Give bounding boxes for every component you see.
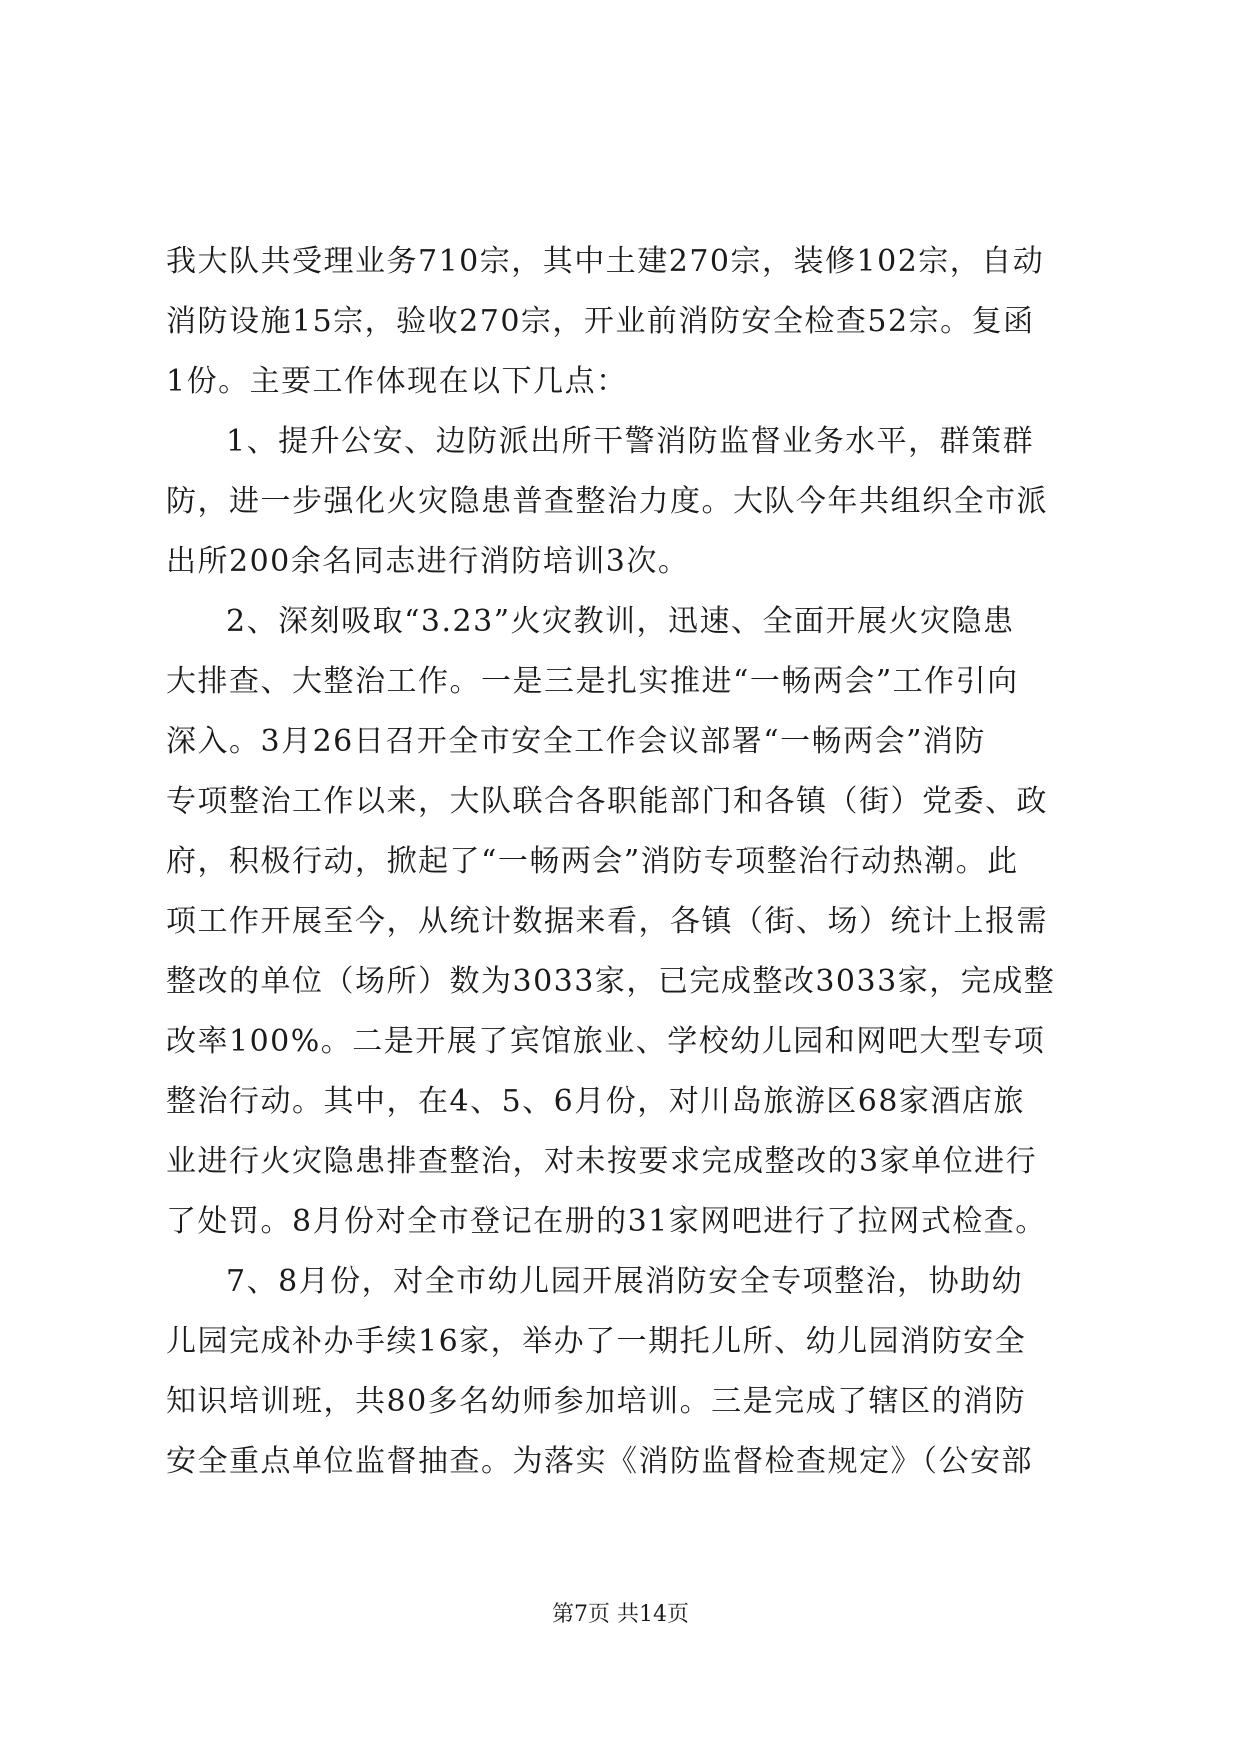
text-line: 儿园完成补办手续16家，举办了一期托儿所、幼儿园消防安全	[166, 1324, 1027, 1359]
text-line: 1、提升公安、边防派出所干警消防监督业务水平，群策群	[226, 424, 1035, 459]
text-line: 我大队共受理业务710宗，其中土建270宗，装修102宗，自动	[166, 244, 1045, 279]
text-line: 府，积极行动，掀起了“一畅两会”消防专项整治行动热潮。此	[166, 844, 1019, 879]
text-line: 消防设施15宗，验收270宗，开业前消防安全检查52宗。复函	[166, 304, 1035, 339]
text-line: 7、8月份，对全市幼儿园开展消防安全专项整治，协助幼	[226, 1264, 1024, 1299]
text-line: 专项整治工作以来，大队联合各职能部门和各镇（街）党委、政	[166, 784, 1048, 819]
text-line: 改率100%。二是开展了宾馆旅业、学校幼儿园和网吧大型专项	[166, 1024, 1046, 1059]
text-line: 整治行动。其中，在4、5、6月份，对川岛旅游区68家酒店旅	[166, 1084, 1025, 1119]
text-line: 2、深刻吸取“3.23”火灾教训，迅速、全面开展火灾隐患	[226, 604, 1015, 639]
text-line: 了处罚。8月份对全市登记在册的31家网吧进行了拉网式检查。	[166, 1204, 1047, 1239]
text-line: 整改的单位（场所）数为3033家，已完成整改3033家，完成整	[166, 964, 1056, 999]
text-line: 项工作开展至今，从统计数据来看，各镇（街、场）统计上报需	[166, 904, 1048, 939]
text-line: 大排查、大整治工作。一是三是扎实推进“一畅两会”工作引向	[166, 664, 1019, 699]
text-line: 1份。主要工作体现在以下几点：	[166, 364, 628, 399]
text-line: 业进行火灾隐患排查整治，对未按要求完成整改的3家单位进行	[166, 1144, 1038, 1179]
text-line: 出所200余名同志进行消防培训3次。	[166, 544, 690, 579]
text-line: 深入。3月26日召开全市安全工作会议部署“一畅两会”消防	[166, 724, 986, 759]
text-line: 防，进一步强化火灾隐患普查整治力度。大队今年共组织全市派	[166, 484, 1048, 519]
text-line: 知识培训班，共80多名幼师参加培训。三是完成了辖区的消防	[166, 1384, 1027, 1419]
page-footer: 第7页 共14页	[552, 1602, 689, 1627]
text-line: 安全重点单位监督抽查。为落实《消防监督检查规定》（公安部	[166, 1444, 1033, 1479]
